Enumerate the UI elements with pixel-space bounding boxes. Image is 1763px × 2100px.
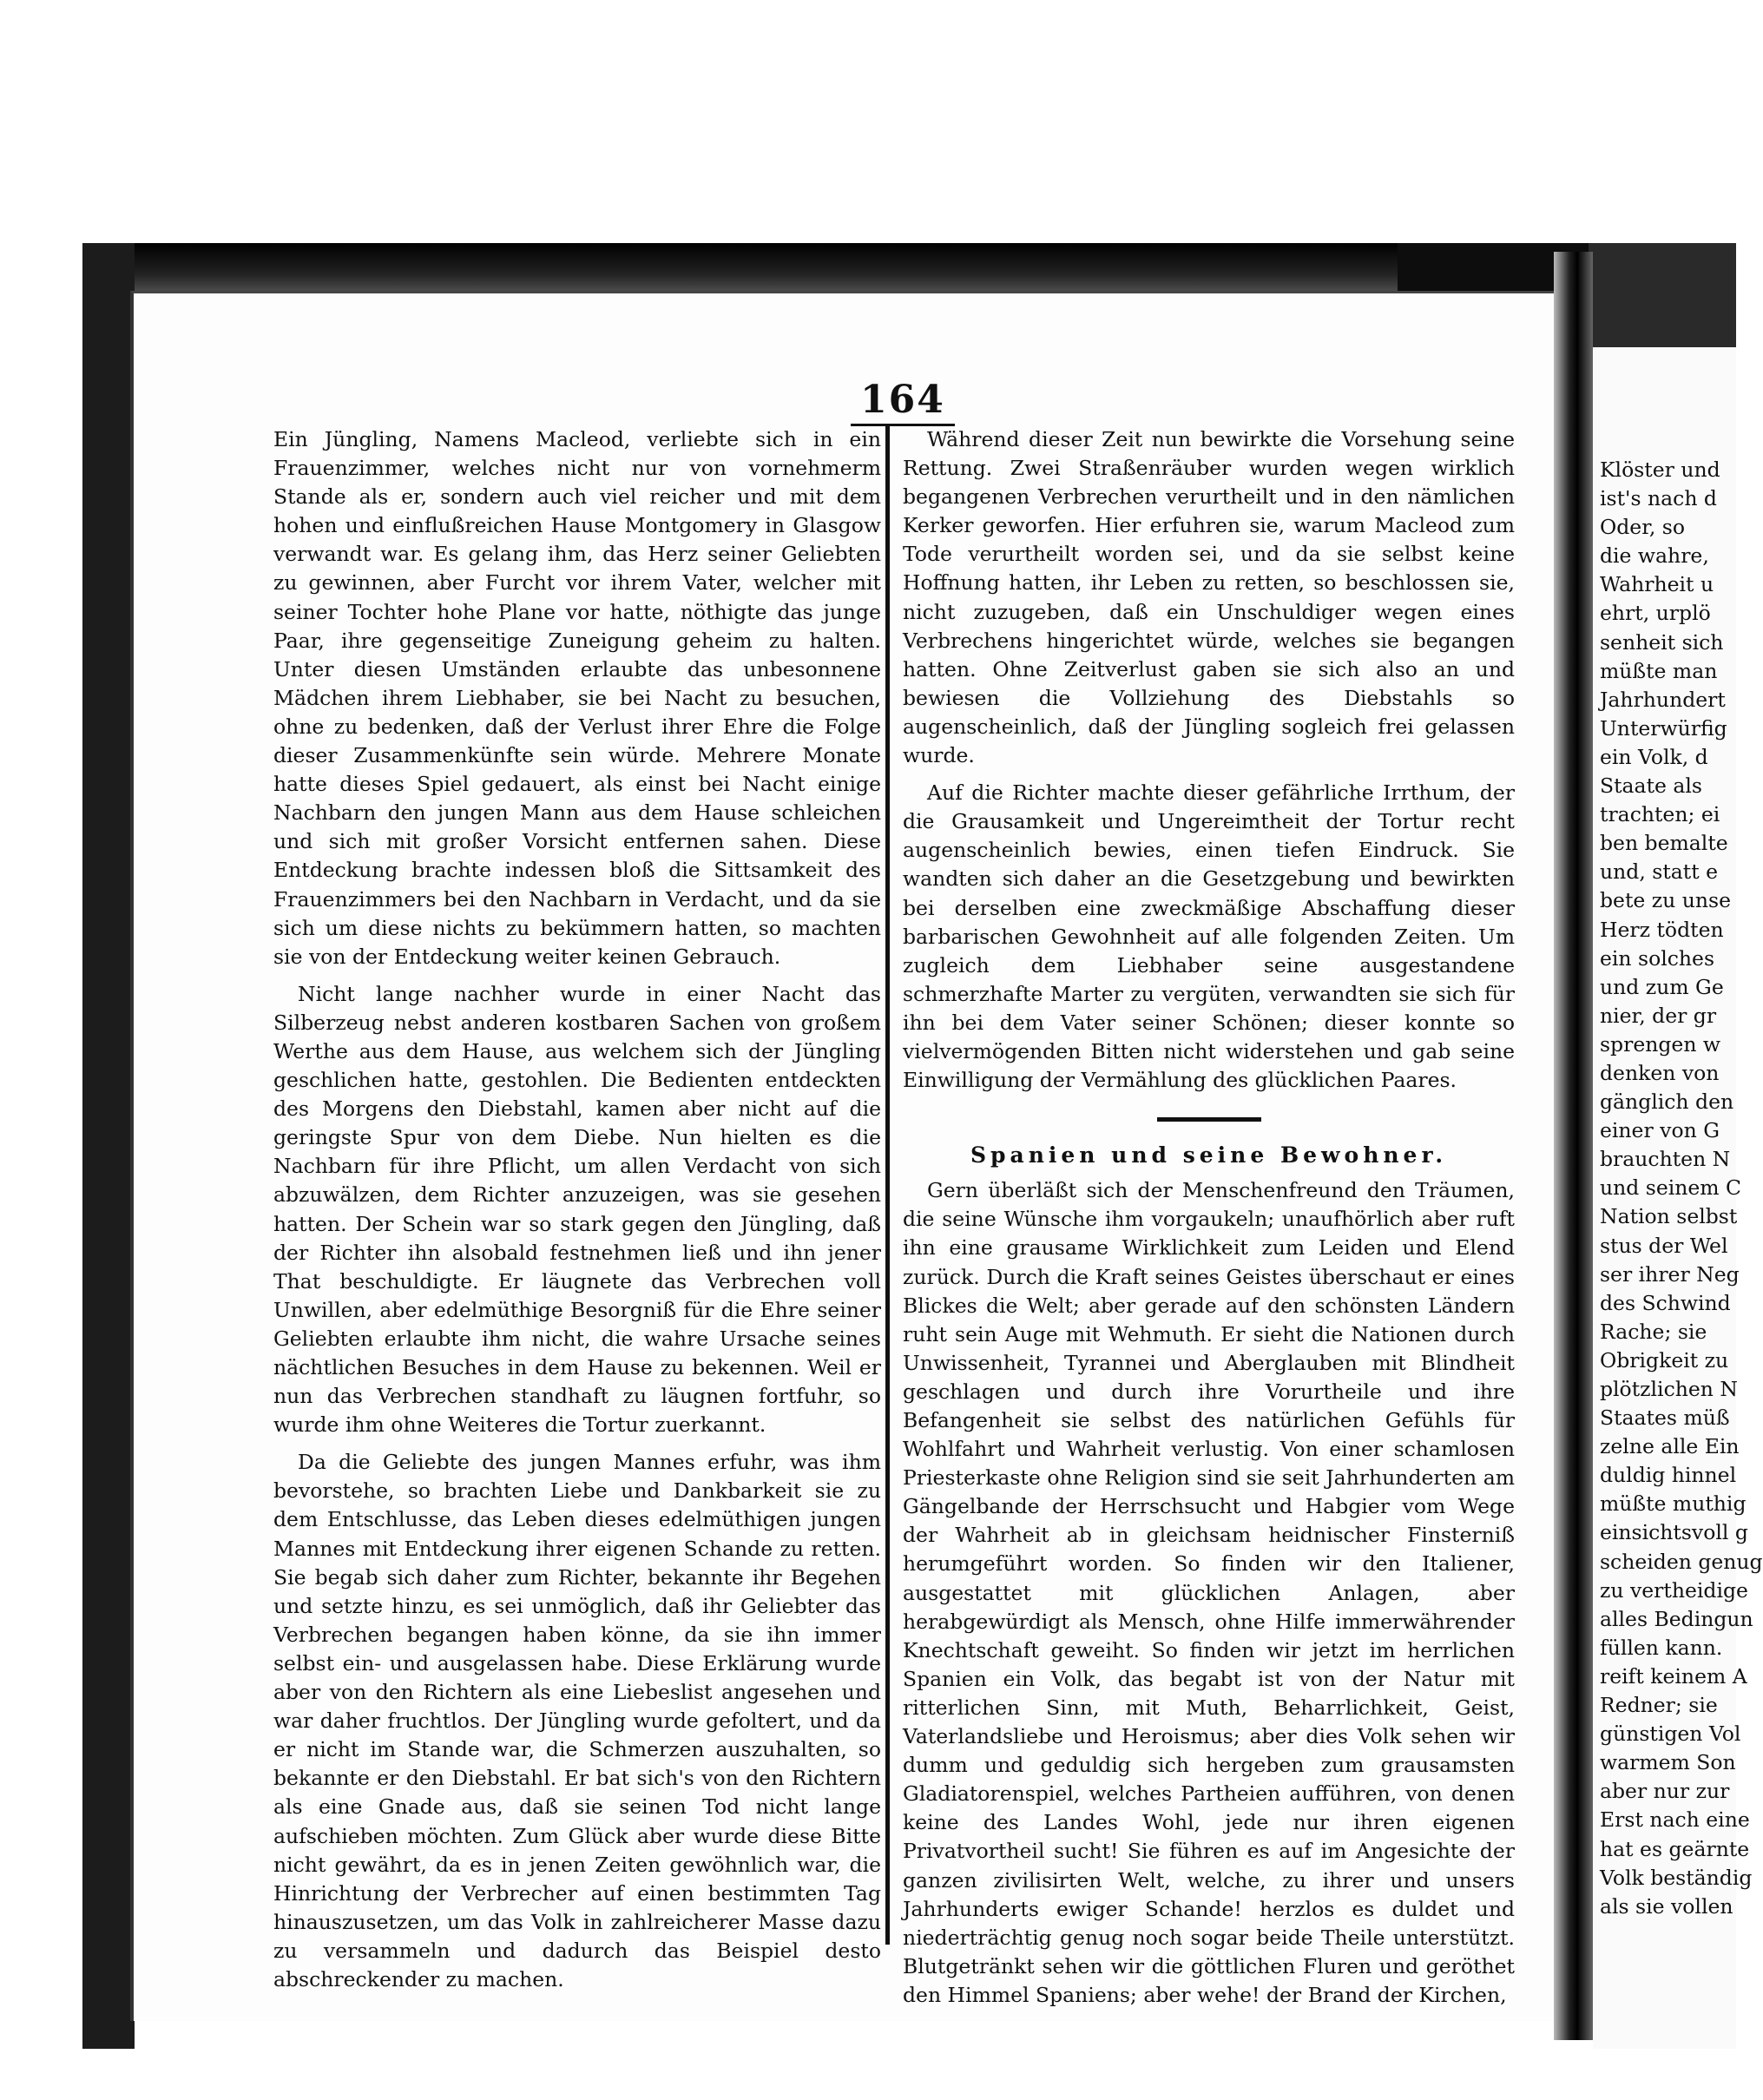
next-page-line: Rache; sie bbox=[1600, 1319, 1707, 1344]
next-page-line: und zum Ge bbox=[1600, 974, 1724, 999]
next-page-line: reift keinem A bbox=[1600, 1663, 1747, 1689]
paragraph: Auf die Richter machte dieser gefährliche Irrthum, der die Grausamkeit und Ungereimtheit der Tortur recht augenscheinlich bewies, einen tiefen Eindruck. Sie wandten sich daher an die Gesetzgebung und bewirkten bei derselben eine zweckmäßige Abschaffung dieser barbarischen Gewohnheit auf alle folgenden Zeiten. Um zugleich dem Liebhaber seine ausgestandene schmerzhafte Marter zu vergüten, verwandten sie sich für ihn bei dem Vater seiner Schönen; dieser konnte so vielvermögenden Bitten nicht widerstehen und gab seine Einwilligung der Vermählung des glücklichen Paares. bbox=[903, 780, 1515, 1093]
next-page-line: alles Bedingun bbox=[1600, 1606, 1753, 1631]
next-page-line: duldig hinnel bbox=[1600, 1463, 1737, 1488]
book-gutter bbox=[1554, 252, 1593, 2040]
next-page-line: hat es geärnte bbox=[1600, 1836, 1750, 1861]
next-page-line: Nation selbst bbox=[1600, 1204, 1738, 1229]
next-page-line: stus der Wel bbox=[1600, 1233, 1728, 1258]
next-page-line: trachten; ei bbox=[1600, 802, 1720, 827]
next-page-fragment bbox=[1593, 347, 1763, 2049]
next-page-line: aber nur zur bbox=[1600, 1779, 1730, 1804]
paragraph: Da die Geliebte des jungen Mannes erfuhr, was ihm bevorstehe, so brachten Liebe und Dankbarkeit sie zu dem Entschlusse, das Leben dieses edelmüthigen jungen Mannes mit Entdeckung ihrer eigenen Schande zu retten. Sie begab sich daher zum Richter, bekannte ihr Begehen und setzte hinzu, es sei unmöglich, daß ihr Geliebter das Verbrechen begangen haben könne, da sie ihn immer selbst ein- und ausgelassen habe. Diese Erklärung wurde aber von den Richtern als eine Liebeslist angesehen und war daher fruchtlos. Der Jüngling wurde gefoltert, und da er nicht im Stande war, die Schmerzen auszuhalten, so bekannte er den Diebstahl. Er bat sich's von den Richtern als eine Gnade aus, daß sie seinen Tod nicht lange aufschieben möchten. Zum Glück aber wurde diese Bitte nicht gewährt, da es in jenen Zeiten gewöhnlich war, die Hinrichtung der Verbrecher auf einen bestimmten Tag hinauszusetzen, um das Volk in zahlreicherer Masse dazu zu versammeln und dadurch das Beispiel desto abschreckender zu machen. bbox=[273, 1450, 881, 1991]
next-page-line: denken von bbox=[1600, 1060, 1720, 1085]
left-column bbox=[273, 425, 881, 2003]
next-page-line: als sie vollen bbox=[1600, 1893, 1733, 1919]
paragraph: Während dieser Zeit nun bewirkte die Vorsehung seine Rettung. Zwei Straßenräuber wurden wegen wirklich begangenen Verbrechen verurtheilt und in den nämlichen Kerker geworfen. Hier erfuhren sie, warum Macleod zum Tode verurtheilt worden sei, und da sie selbst keine Hoffnung hatten, ihr Leben zu retten, so beschlossen sie, nicht zuzugeben, daß ein Unschuldiger wegen eines Verbrechens hingerichtet würde, welches sie begangen hatten. Ohne Zeitverlust gaben sie sich also an und bewiesen die Vollziehung des Diebstahls so augenscheinlich, daß der Jüngling sogleich frei gelassen wurde. bbox=[903, 427, 1515, 768]
paragraph: Ein Jüngling, Namens Macleod, verliebte sich in ein Frauenzimmer, welches nicht nur von vornehmerm Stande als er, sondern auch viel reicher und mit dem hohen und einflußreichen Hause Montgomery in Glasgow verwandt war. Es gelang ihm, das Herz seiner Geliebten zu gewinnen, aber Furcht vor ihrem Vater, welcher mit seiner Tochter hohe Plane vor hatte, nöthigte das junge Paar, ihre gegenseitige Zuneigung geheim zu halten. Unter diesen Umständen erlaubte das unbesonnene Mädchen ihrem Liebhaber, sie bei Nacht zu besuchen, ohne zu bedenken, daß der Verlust ihrer Ehre die Folge dieser Zusammenkünfte sein würde. Mehrere Monate hatte dieses Spiel gedauert, als einst bei Nacht einige Nachbarn den jungen Mann aus dem Hause schleichen und sich mit großer Vorsicht entfernen sahen. Diese Entdeckung brachte indessen bloß die Sittsamkeit des Frauenzimmers bei den Nachbarn in Verdacht, und da sie sich um diese nichts zu bekümmern hatten, so machten sie von der Entdeckung weiter keinen Gebrauch. bbox=[273, 427, 881, 969]
next-page-line: ein solches bbox=[1600, 945, 1715, 971]
next-page-line: Obrigkeit zu bbox=[1600, 1347, 1729, 1373]
next-page-line: Klöster und bbox=[1600, 458, 1720, 482]
next-page-line: ehrt, urplö bbox=[1600, 601, 1711, 626]
next-page-line: nier, der gr bbox=[1600, 1003, 1717, 1028]
next-page-line: gänglich den bbox=[1600, 1089, 1734, 1115]
next-page-line: brauchten N bbox=[1600, 1147, 1731, 1172]
next-page-line: des Schwind bbox=[1600, 1290, 1731, 1315]
next-page-line: ein Volk, d bbox=[1600, 744, 1708, 769]
paragraph: Gern überläßt sich der Menschenfreund den Träumen, die seine Wünsche ihm vorgaukeln; unaufhörlich aber ruft ihn eine grausame Wirklichkeit zum Leiden und Elend zurück. Durch die Kraft seines Geistes überschaut er eines Blickes die Welt; aber gerade auf den schönsten Ländern ruht sein Auge mit Wehmuth. Er sieht die Nationen durch Unwissenheit, Tyrannei und Aberglauben mit Blindheit geschlagen und durch ihre Vorurtheile und ihre Befangenheit sie selbst des natürlichen Gefühls für Wohlfahrt und Wahrheit verlustig. Von einer schamlosen Priesterkaste ohne Religion sind sie seit Jahrhunderten am Gängelbande der Herrschsucht und Habgier vom Wege der Wahrheit ab in gleichsam heidnischer Finsterniß herumgeführt worden. So finden wir den Italiener, ausgestattet mit glücklichen Anlagen, aber herabgewürdigt als Mensch, ohne Hilfe immerwährender Knechtschaft geweiht. So finden wir jetzt im herrlichen Spanien ein Volk, das begabt ist von der Natur mit ritterlichen Sinn, mit Muth, Beharrlichkeit, Geist, Vaterlandsliebe und Heroismus; aber dies Volk sehen wir dumm und geduldig sich hergeben zum grausamsten Gladiatorenspiel, welches Partheien aufführen, von denen keine des Landes Wohl, jede nur ihren eigenen Privatvortheil sucht! Sie führen es auf im Angesichte der ganzen zivilisirten Welt, welche, zu ihrer und unsers Jahrhunderts ewiger Schande! herzlos es duldet und niederträchtig genug noch sogar beide Theile unterstützt. Blutgetränkt sehen wir die göttlichen Fluren und geröthet den Himmel Spaniens; aber wehe! der Brand der Kirchen, bbox=[903, 1178, 1515, 2007]
next-page-line: Herz tödten bbox=[1600, 917, 1724, 942]
next-page-line: sprengen w bbox=[1600, 1031, 1721, 1057]
next-page-line: Staate als bbox=[1600, 774, 1702, 799]
next-page-line: Jahrhundert bbox=[1600, 687, 1726, 712]
next-page-line: Volk beständig bbox=[1600, 1865, 1753, 1890]
right-column bbox=[903, 425, 1515, 2018]
next-page-line: müßte muthig bbox=[1600, 1491, 1747, 1517]
next-page-line: warmem Son bbox=[1600, 1750, 1736, 1775]
scan-border-top bbox=[82, 243, 1558, 295]
column-divider bbox=[885, 425, 890, 1945]
section-heading: Spanien und seine Bewohner. bbox=[970, 1142, 1448, 1168]
page-number: 164 bbox=[851, 378, 955, 426]
next-page-line: müßte man bbox=[1600, 658, 1718, 683]
next-page-line: Redner; sie bbox=[1600, 1693, 1718, 1718]
next-page-line: Staates müß bbox=[1600, 1405, 1730, 1431]
next-page-line: Wahrheit u bbox=[1600, 572, 1714, 597]
next-page-line: einer von G bbox=[1600, 1118, 1720, 1143]
next-page-line: bete zu unse bbox=[1600, 888, 1731, 913]
next-page-line: ser ihrer Neg bbox=[1600, 1261, 1740, 1287]
next-page-line: Unterwürfig bbox=[1600, 715, 1727, 741]
next-page-line: füllen kann. bbox=[1600, 1635, 1723, 1660]
next-page-line: zelne alle Ein bbox=[1600, 1434, 1740, 1459]
next-page-lines bbox=[1593, 456, 1763, 1921]
next-page-line: Erst nach eine bbox=[1600, 1807, 1750, 1833]
next-page-line: plötzlichen N bbox=[1600, 1377, 1738, 1401]
scan-border-left bbox=[82, 243, 135, 2049]
next-page-line: günstigen Vol bbox=[1600, 1721, 1741, 1747]
next-page-line: ben bemalte bbox=[1600, 831, 1728, 856]
next-page-line: ist's nach d bbox=[1600, 486, 1717, 511]
next-page-line: scheiden genug bbox=[1600, 1549, 1763, 1574]
next-page-line: einsichtsvoll g bbox=[1600, 1520, 1748, 1545]
next-page-line: und, statt e bbox=[1600, 859, 1719, 885]
next-page-line: die wahre, bbox=[1600, 543, 1709, 569]
next-page-line: und seinem C bbox=[1600, 1175, 1742, 1201]
section-rule bbox=[1157, 1117, 1261, 1122]
next-page-line: Oder, so bbox=[1600, 515, 1686, 540]
next-page-line: senheit sich bbox=[1600, 629, 1724, 655]
paragraph: Nicht lange nachher wurde in einer Nacht das Silberzeug nebst anderen kostbaren Sachen von großem Werthe aus dem Hause, aus welchem sich der Jüngling geschlichen hatte, gestohlen. Die Bedienten entdeckten des Morgens den Diebstahl, kamen aber nicht auf die geringste Spur von dem Diebe. Nun hielten es die Nachbarn für ihre Pflicht, um allen Verdacht von sich abzuwälzen, dem Richter anzuzeigen, was sie gesehen hatten. Der Schein war so stark gegen den Jüngling, daß der Richter ihn alsobald festnehmen ließ und ihn jener That beschuldigte. Er läugnete das Verbrechen voll Unwillen, aber edelmüthige Besorgniß für die Ehre seiner Geliebten erlaubte ihm nicht, die wahre Ursache seines nächtlichen Besuches in dem Hause zu bekennen. Weil er nun das Verbrechen standhaft zu läugnen fortfuhr, so wurde ihm ohne Weiteres die Tortur zuerkannt. bbox=[273, 981, 881, 1438]
next-page-line: zu vertheidige bbox=[1600, 1577, 1748, 1603]
